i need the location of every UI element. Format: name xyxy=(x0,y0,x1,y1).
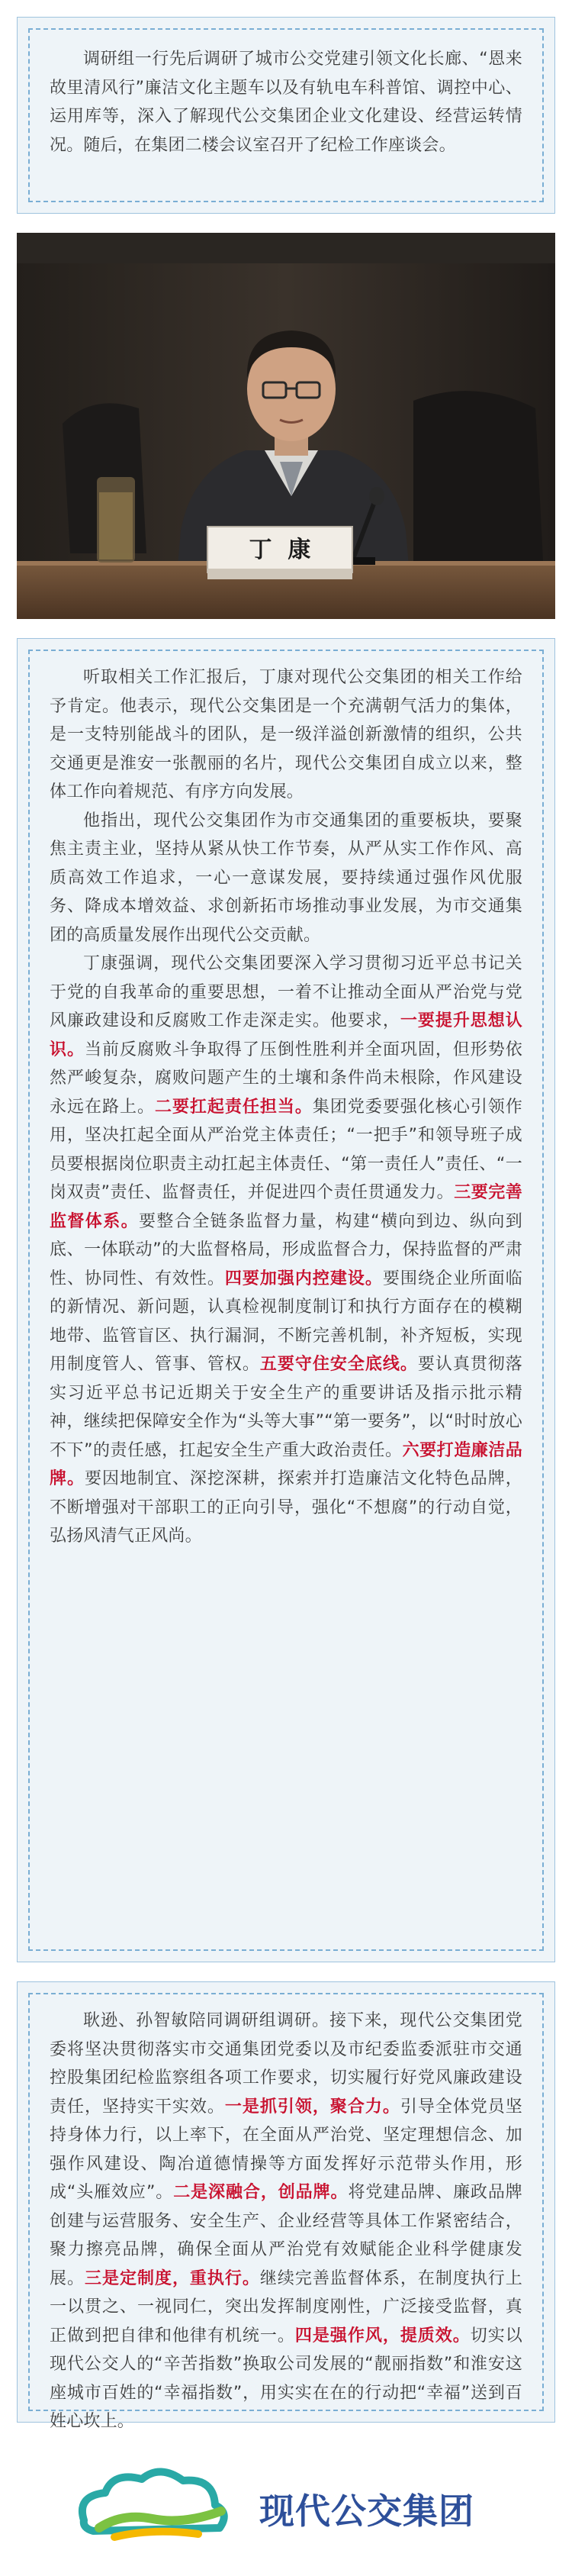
article-text-block xyxy=(50,663,522,1551)
text-run: 继续完善监督体系，在制度执行上一以贯之、一视同仁，突出发挥制度刚性，广泛接受监督，真正做到把自律和他律有机统一。 xyxy=(50,2268,522,2345)
article-panel xyxy=(17,638,555,1962)
highlight-point: 二是深融合，创品牌。 xyxy=(173,2183,349,2202)
cloud-logo-icon xyxy=(69,2458,252,2549)
company-logo xyxy=(69,2458,503,2549)
text-run: 要围绕企业所面临的新情况、新问题，认真检视制度制订和执行方面存在的模糊地带、监管盲区、执行漏洞，不断完善机制，补齐短板，实现用制度管人、管事、管权。 xyxy=(50,1269,522,1374)
text-run: 切实以现代公交人的“辛苦指数”换取公司发展的“靓丽指数”和淮安这座城市百姓的“幸福指数”，用实实在在的行动把“幸福”送到百姓心坎上。 xyxy=(50,2326,522,2431)
text-run: 要因地制宜、深挖深耕，探索并打造廉洁文化特色品牌，不断增强对干部职工的正向引导，强化“不想腐”的行动自觉，弘扬风清气正风尚。 xyxy=(50,1469,522,1546)
highlight-point: 四要加强内控建设。 xyxy=(224,1269,383,1288)
highlight-point: 五要守住安全底线。 xyxy=(259,1355,418,1374)
highlight-point: 四是强作风，提质效。 xyxy=(294,2326,471,2345)
highlight-point: 二要扛起责任担当。 xyxy=(154,1097,313,1117)
text-run: 引导全体党员坚持身体力行，以上率下，在全面从严治党、坚定理想信念、加强作风建设、陶冶道德情操等方面发挥好示范带头作用，形成“头雁效应”。 xyxy=(50,2097,522,2202)
company-name: 现代公交集团 xyxy=(259,2491,474,2532)
intro-paragraph: 调研组一行先后调研了城市公交党建引领文化长廊、“恩来故里清风行”廉洁文化主题车以及有轨电车科普馆、调控中心、运用库等，深入了解现代公交集团企业文化建设、经营运转情况。随后，在集团二楼会议室召开了纪检工作座谈会。 xyxy=(50,50,522,155)
text-run: 将党建品牌、廉政品牌创建与运营服务、安全生产、企业经营等具体工作紧密结合，聚力擦亮品牌，确保全面从严治党有效赋能企业科学健康发展。 xyxy=(50,2183,522,2288)
highlight-point: 六要打造廉洁品牌。 xyxy=(50,1440,522,1488)
text-run: 集团党委要强化核心引领作用，坚决扛起全面从严治党主体责任；“一把手”和领导班子成员要根据岗位职责主动扛起主体责任、“第一责任人”责任、“一岗双责”责任、监督责任，并促进四个责任贯通发力。 xyxy=(50,1097,522,1202)
nameplate-text: 丁 康 xyxy=(249,537,311,563)
highlight-point: 三是定制度，重执行。 xyxy=(84,2268,260,2288)
article-paragraph-1: 听取相关工作汇报后，丁康对现代公交集团的相关工作给予肯定。他表示，现代公交集团是一个充满朝气活力的集体，是一支特别能战斗的团队，是一级洋溢创新激情的组织，公共交通更是淮安一张靓丽的名片，现代公交集团自成立以来，整体工作向着规范、有序方向发展。 xyxy=(50,668,522,801)
highlight-point: 一要提升思想认识。 xyxy=(50,1011,522,1059)
intro-text-block xyxy=(50,45,522,160)
closing-paragraph xyxy=(50,2007,522,2436)
text-run: 丁康强调，现代公交集团要深入学习贯彻习近平总书记关于党的自我革命的重要思想，一着不让推动全面从严治党与党风廉政建设和反腐败工作走深走实。他要求， xyxy=(50,954,522,1030)
intro-panel xyxy=(17,17,555,214)
closing-panel xyxy=(17,1981,555,2431)
text-run: 当前反腐败斗争取得了压倒性胜利并全面巩固，但形势依然严峻复杂，腐败问题产生的土壤和条件尚未根除，作风建设永远在路上。 xyxy=(50,1040,522,1117)
meeting-photo xyxy=(17,233,555,619)
closing-text-block xyxy=(50,2007,522,2436)
highlight-point: 一是抓引领，聚合力。 xyxy=(224,2097,400,2117)
text-run: 耿逊、孙智敏陪同调研组调研。接下来，现代公交集团党委将坚决贯彻落实市交通集团党委以及市纪委监委派驻市交通控股集团纪检监察组各项工作要求，切实履行好党风廉政建设责任，坚持实干实效。 xyxy=(50,2011,522,2117)
text-run: 要认真贯彻落实习近平总书记近期关于安全生产的重要讲话及指示批示精神，继续把保障安全作为“头等大事”“第一要务”，以“时时放心不下”的责任感，扛起安全生产重大政治责任。 xyxy=(50,1355,523,1460)
article-paragraph-2: 他指出，现代公交集团作为市交通集团的重要板块，要聚焦主责主业，坚持从紧从快工作节奏，从严从实工作作风、高质高效工作追求，一心一意谋发展，要持续通过强作风优服务、降成本增效益、求创新拓市场推动事业发展，为市交通集团的高质量发展作出现代公交贡献。 xyxy=(50,811,522,945)
article-paragraph-3 xyxy=(50,949,522,1551)
highlight-point: 三要完善监督体系。 xyxy=(50,1183,522,1231)
text-run: 要整合全链条监督力量，构建“横向到边、纵向到底、一体联动”的大监督格局，形成监督合力，保持监督的严肃性、协同性、有效性。 xyxy=(50,1211,522,1288)
